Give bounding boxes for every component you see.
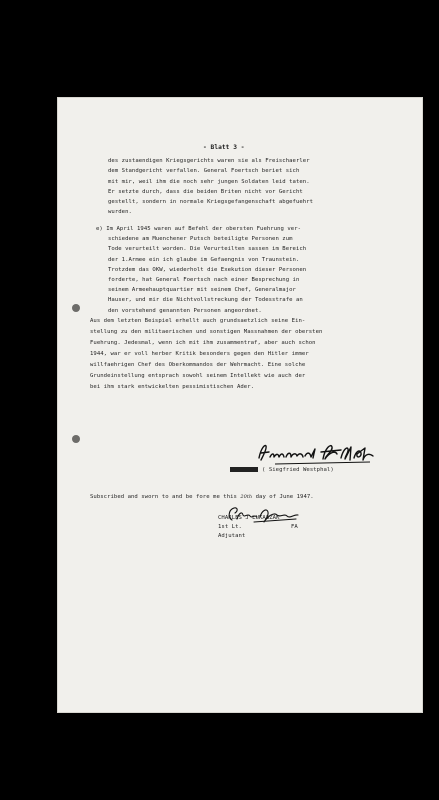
- officer-rank: 1st Lt.: [218, 524, 242, 530]
- body-line: des zustaendigen Kriegsgerichts waren sie als Freischaerler: [108, 158, 310, 164]
- sworn-day: 20th: [240, 494, 253, 500]
- westphal-signature: [255, 438, 385, 468]
- body-line: forderte, hat General Foertsch nach einer Besprechung in: [108, 277, 300, 283]
- officer-title: Adjutant: [218, 533, 246, 539]
- body-line: Grundeinstellung entsprach sowohl seinem Intellekt wie auch der: [90, 373, 306, 379]
- body-line: Aus dem letzten Beispiel erhellt auch grundsaetzlich seine Ein-: [90, 318, 306, 324]
- sworn-statement: Subscribed and sworn to and be fore me this 20th day of June 1947.: [90, 494, 314, 500]
- body-line: wurden.: [108, 209, 132, 215]
- body-line: bei ihm stark entwickelten pessimistischen Ader.: [90, 384, 255, 390]
- body-line: e) Im April 1945 waren auf Befehl der obersten Fuehrung ver-: [96, 226, 302, 232]
- page-header: - Blatt 3 -: [203, 144, 245, 151]
- body-line: Er setzte durch, dass die beiden Briten nicht vor Gericht: [108, 189, 303, 195]
- body-line: der 1.Armee ein ich glaube im Gefaengnis von Traunstein.: [108, 257, 300, 263]
- body-line: mit mir, weil ihm die noch sehr jungen Soldaten leid taten.: [108, 179, 310, 185]
- body-line: willfaehrigen Chef des Oberkommandos der Wehrmacht. Eine solche: [90, 362, 306, 368]
- body-line: Fuehrung. Jedesmal, wenn ich mit ihm zusammentraf, aber auch schon: [90, 340, 316, 346]
- body-line: den vorstehend genannten Personen angeordnet.: [108, 308, 262, 314]
- body-line: 1944, war er voll herber Kritik besonders gegen den Hitler immer: [90, 351, 309, 357]
- punch-hole: [72, 435, 80, 443]
- body-line: stellung zu den militaerischen und sonstigen Massnahmen der obersten: [90, 329, 323, 335]
- body-line: dem Standgericht verfallen. General Foertsch beriet sich: [108, 168, 300, 174]
- body-line: seinem Armeehauptquartier mit seinem Chef, Generalmajor: [108, 287, 296, 293]
- punch-hole: [72, 304, 80, 312]
- body-line: Trotzdem das OKW, wiederholt die Exekution dieser Personen: [108, 267, 307, 273]
- body-line: gestellt, sondern in normale Kriegsgefangenschaft abgefuehrt: [108, 199, 314, 205]
- document-page: [58, 98, 422, 712]
- body-line: Hauser, und mir die Nichtvollstreckung der Todesstrafe an: [108, 297, 303, 303]
- signature-name: ( Siegfried Westphal): [230, 466, 334, 474]
- body-line: Tode verurteilt worden. Die Verurteilten sassen im Bereich: [108, 246, 307, 252]
- officer-branch: FA: [291, 524, 298, 530]
- strikeout-mark: [230, 467, 258, 472]
- officer-name: CHARLES J LUKASZAK: [218, 515, 280, 521]
- body-line: schiedene am Muenchener Putsch beteiligte Personen zum: [108, 236, 293, 242]
